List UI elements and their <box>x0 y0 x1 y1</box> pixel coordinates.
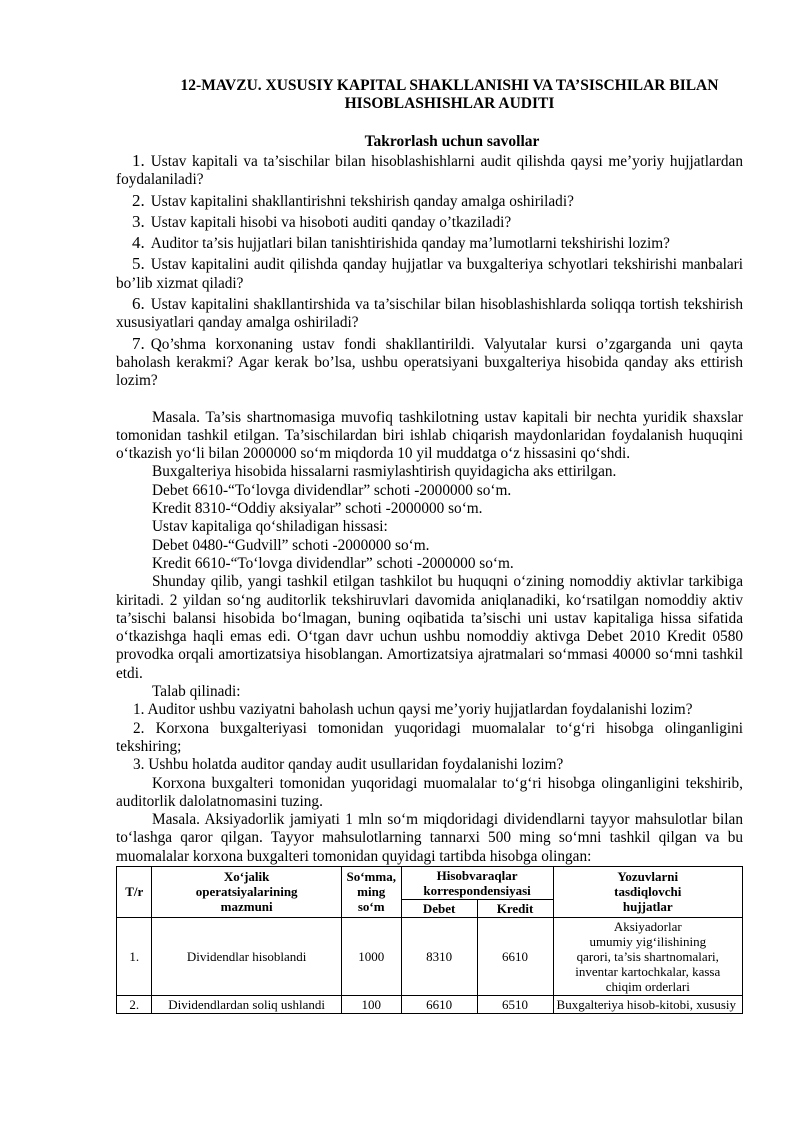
header-accounts-line: Hisobvaraqlar <box>436 867 518 883</box>
question-item <box>116 234 743 253</box>
header-accounts-line: korrespondensiyasi <box>423 882 531 898</box>
header-docs <box>553 866 742 917</box>
requirement-item: 2. Korxona buxgalteriyasi tomonidan yuqoridagi muomalalar to‘g‘ri hisobga olinganligini tekshiring; <box>116 719 743 755</box>
question-number: 6. <box>132 294 145 314</box>
doc-line: Buxgalteriya hisob-kitobi, xususiy <box>556 996 736 1012</box>
cell-content: Dividendlardan soliq ushlandi <box>152 995 341 1013</box>
entry-line: Debet 6610-“To‘lovga dividendlar” schoti -2000000 so‘m. <box>152 481 512 499</box>
header-sum <box>341 866 401 917</box>
header-docs-line: tasdiqlovchi <box>614 884 682 900</box>
title-line-2: HISOBLASHISHLAR AUDITI <box>344 95 555 112</box>
question-item <box>116 335 743 391</box>
header-content-line: mazmuni <box>220 899 273 915</box>
document-title <box>156 77 743 113</box>
entry-line: Kredit 6610-“To‘lovga dividendlar” schoti -2000000 so‘m. <box>152 554 514 572</box>
cell-docs <box>553 995 742 1013</box>
problem-1-task: Korxona buxgalteri tomonidan yuqoridagi muomalalar to‘g‘ri hisobga olinganligini tekshirib, auditorlik dalolatnomasini tuzing. <box>116 774 743 810</box>
question-number: 2. <box>132 190 145 210</box>
cell-number: 1. <box>117 917 152 995</box>
table-row <box>117 995 743 1013</box>
question-text: Ustav kapitali hisobi va hisoboti auditi qanday o’tkaziladi? <box>150 213 512 231</box>
entry-line: Kredit 8310-“Oddiy aksiyalar” schoti -2000000 so‘m. <box>152 500 483 518</box>
question-text: Qo’shma korxonaning ustav fondi shakllantirildi. Valyutalar kursi o’zgarganda uni qayta baholash kerakmi? Agar kerak bo’lsa, ushbu operatsiyani buxgalteriya hisobida qanday aks ettirish lozim? <box>116 335 743 390</box>
problem-1 <box>116 409 743 812</box>
cell-content: Dividendlar hisoblandi <box>152 917 341 995</box>
table-row <box>117 917 743 995</box>
header-content-line: Xo‘jalik <box>223 869 270 885</box>
document-body <box>116 152 743 1014</box>
header-sum-line: So‘mma, <box>346 869 396 885</box>
entry-line: Ustav kapitaliga qo‘shiladigan hissasi: <box>152 518 388 536</box>
question-text: Ustav kapitalini audit qilishda qanday hujjatlar va buxgalteriya schyotlari tekshirishi manbalari bo’lib xizmat qiladi? <box>116 256 743 292</box>
header-accounts <box>401 866 553 899</box>
question-number: 5. <box>132 254 145 274</box>
entry-line: Debet 0480-“Gudvill” schoti -2000000 so‘m. <box>152 536 430 554</box>
header-debet: Debet <box>401 899 477 917</box>
cell-docs <box>553 917 742 995</box>
question-number: 3. <box>132 211 145 231</box>
cell-kredit: 6510 <box>477 995 553 1013</box>
question-text: Ustav kapitalini shakllantirishni tekshirish qanday amalga oshiriladi? <box>150 192 574 210</box>
doc-line: umumiy yig‘ilishining <box>589 933 707 949</box>
cell-debet: 8310 <box>401 917 477 995</box>
header-sum-line: so‘m <box>357 899 385 915</box>
section-subtitle: Takrorlash uchun savollar <box>364 133 540 150</box>
header-content <box>152 866 341 917</box>
header-tr: T/r <box>117 866 152 917</box>
question-item <box>116 192 743 211</box>
question-text: Ustav kapitalini shakllantirshida va ta’sischilar bilan hisoblashishlarda soliqqa tortish tekshirish xususiyatlari qanday amalga oshiriladi? <box>116 296 743 332</box>
problem-2-intro: Masala. Aksiyadorlik jamiyati 1 mln so‘m miqdoridagi dividendlarni tayyor mahsulotlar bilan to‘lashga qaror qilgan. Tayyor mahsulotlarning tannarxi 500 ming so‘mni tashkil qilgan va bu muomalalar korxona buxgalteri tomonidan quyidagi tartibda hisobga olingan: <box>116 811 743 865</box>
question-text: Auditor ta’sis hujjatlari bilan tanishtirishida qanday ma’lumotlarni tekshirishi lozim? <box>150 235 670 253</box>
question-number: 7. <box>132 333 145 353</box>
doc-line: inventar kartochkalar, kassa <box>575 963 721 979</box>
accounting-table <box>116 866 743 1014</box>
cell-kredit: 6610 <box>477 917 553 995</box>
problem-1-intro: Masala. Ta’sis shartnomasiga muvofiq tashkilotning ustav kapitali bir nechta yuridik shaxslar tomonidan tashkil etilgan. Ta’sischilardan biri ishlab chiqarish maydonlaridan foydalanish huquqini o‘tkazish yo‘li bilan 2000000 so‘m miqdorda 10 yil muddatga o‘z hissasini qo‘shdi. <box>116 408 743 463</box>
doc-line: chiqim orderlari <box>605 978 690 994</box>
header-docs-line: Yozuvlarni <box>617 869 679 885</box>
question-item <box>116 152 743 190</box>
doc-line: qarori, ta’sis shartnomalari, <box>576 948 719 964</box>
header-content-line: operatsiyalarining <box>195 884 298 900</box>
requirements-label: Talab qilinadi: <box>152 683 241 701</box>
cell-sum: 100 <box>341 995 401 1013</box>
requirement-item: 1. Auditor ushbu vaziyatni baholash uchun qaysi me’yoriy hujjatlardan foydalanishi lozim? <box>133 701 693 719</box>
doc-line: Aksiyadorlar <box>613 918 682 934</box>
cell-number: 2. <box>117 995 152 1013</box>
header-kredit: Kredit <box>477 899 553 917</box>
requirement-item: 3. Ushbu holatda auditor qanday audit usullaridan foydalanishi lozim? <box>133 756 564 774</box>
question-item <box>116 295 743 333</box>
header-docs-line: hujjatlar <box>622 899 673 915</box>
problem-1-paragraph: Shunday qilib, yangi tashkil etilgan tashkilot bu huquqni o‘zining nomoddiy aktivlar tarkibiga kiritadi. 2 yildan so‘ng auditorlik tekshiruvlari davomida aniqlanadiki, ko‘rsatilgan nomoddiy aktiv ta’sischi balansi hisobida bo‘lmagan, buning oqibatida ta’sischi uni ustav kapitaliga hissa sifatida o‘tkazishga haqli emas edi. O‘tgan davr uchun ushbu nomoddiy aktivga Debet 2010 Kredit 0580 provodka orqali amortizatsiya hisoblangan. Amortizatsiya ajratmalari so‘mmasi 40000 so‘mni tashkil etdi. <box>116 573 743 682</box>
question-item <box>116 255 743 293</box>
question-text: Ustav kapitali va ta’sischilar bilan hisoblashishlarni audit qilishda qaysi me’yoriy hujjatlardan foydalaniladi? <box>116 153 743 189</box>
question-list <box>116 152 743 391</box>
cell-sum: 1000 <box>341 917 401 995</box>
problem-1-text: Buxgalteriya hisobida hissalarni rasmiylashtirish quyidagicha aks ettirilgan. <box>152 463 617 481</box>
cell-debet: 6610 <box>401 995 477 1013</box>
title-line-1: 12-MAVZU. XUSUSIY KAPITAL SHAKLLANISHI VA TA’SISCHILAR BILAN <box>180 77 719 94</box>
question-number: 4. <box>132 233 145 253</box>
question-item <box>116 213 743 232</box>
question-number: 1. <box>132 151 145 170</box>
header-sum-line: ming <box>357 884 386 900</box>
